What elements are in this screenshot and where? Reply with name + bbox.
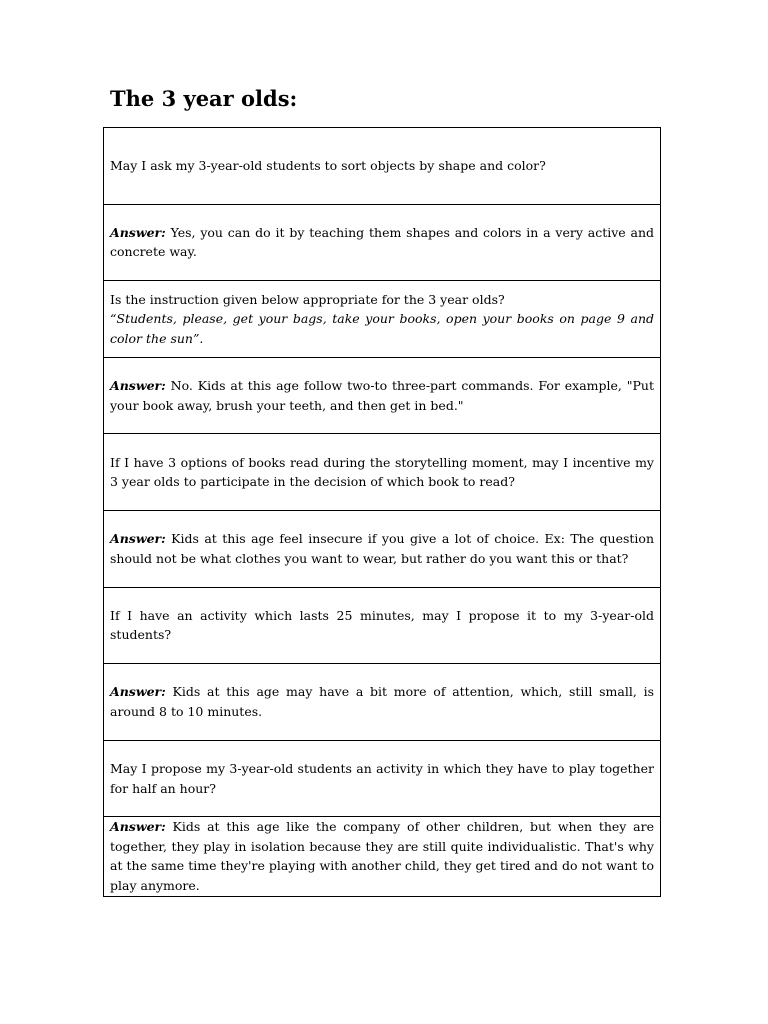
question-text: If I have an activity which lasts 25 minutes, may I propose it to my 3-year-old students? bbox=[110, 607, 654, 643]
answer-label: Answer: bbox=[110, 531, 166, 547]
answer-text: Kids at this age like the company of other children, but when they are together, they play in isolation because they are still quite individualistic. That's why at the same time they're playing with another child, they get tired and do not want to play anymore. bbox=[110, 819, 654, 893]
answer-label: Answer: bbox=[110, 224, 166, 240]
answer-paragraph bbox=[110, 682, 654, 721]
question-cell bbox=[104, 741, 660, 818]
answer-paragraph bbox=[110, 529, 654, 568]
question-text: Is the instruction given below appropriate for the 3 year olds? bbox=[110, 291, 505, 307]
answer-paragraph bbox=[110, 817, 654, 895]
page-title: The 3 year olds: bbox=[110, 86, 298, 111]
answer-cell bbox=[104, 511, 660, 588]
question-cell bbox=[104, 281, 660, 358]
answer-paragraph bbox=[110, 376, 654, 415]
answer-cell bbox=[104, 358, 660, 435]
answer-text: Kids at this age may have a bit more of attention, which, still small, is around 8 to 10 minutes. bbox=[110, 684, 654, 719]
question-text: If I have 3 options of books read during the storytelling moment, may I incentive my 3 year olds to participate in the decision of which book to read? bbox=[110, 454, 654, 490]
answer-text: Yes, you can do it by teaching them shapes and colors in a very active and concrete way. bbox=[110, 224, 654, 260]
answer-label: Answer: bbox=[110, 819, 166, 835]
question-cell bbox=[104, 128, 660, 205]
answer-text: No. Kids at this age follow two-to three-part commands. For example, "Put your book away, brush your teeth, and then get in bed." bbox=[110, 378, 654, 413]
question-cell bbox=[104, 434, 660, 511]
answer-text: Kids at this age feel insecure if you give a lot of choice. Ex: The question should not be what clothes you want to wear, but rather do you want this or that? bbox=[110, 531, 654, 566]
qa-table bbox=[103, 127, 661, 897]
answer-cell bbox=[104, 817, 660, 897]
question-cell bbox=[104, 588, 660, 665]
answer-cell bbox=[104, 205, 660, 282]
answer-label: Answer: bbox=[110, 684, 166, 700]
answer-cell bbox=[104, 664, 660, 741]
answer-paragraph bbox=[110, 223, 654, 262]
answer-label: Answer: bbox=[110, 378, 166, 394]
question-text: May I propose my 3-year-old students an activity in which they have to play together for half an hour? bbox=[110, 761, 654, 796]
question-text: May I ask my 3-year-old students to sort objects by shape and color? bbox=[110, 158, 546, 174]
instruction-quote: “Students, please, get your bags, take your books, open your books on page 9 and color the sun”. bbox=[110, 311, 654, 346]
